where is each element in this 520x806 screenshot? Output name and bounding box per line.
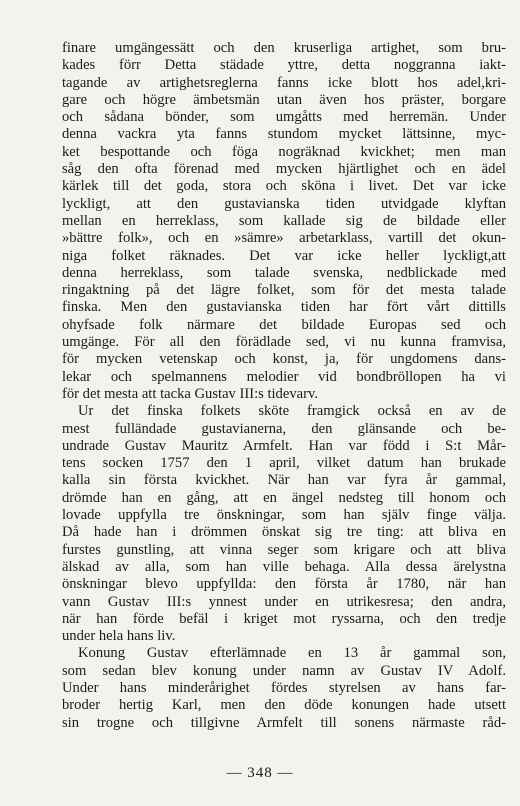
text-line: tagande av artighetsreglerna fanns icke blott hos adel,kri- (62, 74, 506, 91)
text-line: såg den ofta förenad med mycken hjärtlighet och en ädel (62, 161, 506, 178)
text-line: drömde han en gång, att en ängel nedsteg till honom och (62, 489, 506, 506)
text-line: kalla sin första kvickhet. När han var fyra år gammal, (62, 472, 506, 489)
text-line: mellan en herreklass, som kallade sig de bildade eller (62, 212, 506, 229)
text-line: ringaktning på det lägre folket, som för det mesta talade (62, 282, 506, 299)
text-line: furstes gunstling, att vinna seger som krigare och att bliva (62, 541, 506, 558)
text-line: önskningar blevo uppfyllda: den första år 1780, när han (62, 576, 506, 593)
text-line: vann Gustav III:s ynnest under en utrikesresa; den andra, (62, 593, 506, 610)
text-line: älskad av alla, som han ville behaga. Alla dessa ärelystna (62, 558, 506, 575)
text-line: broder hertig Karl, men den döde konungen hade utsett (62, 697, 506, 714)
text-line: och sådana bönder, som umgåtts med herremän. Under (62, 109, 506, 126)
text-line: undrade Gustav Mauritz Armfelt. Han var född i S:t Mår- (62, 437, 506, 454)
text-line: finare umgängessätt och den kruserliga artighet, som bru- (62, 40, 506, 56)
text-line: för det mesta att tacka Gustav III:s tidevarv. (62, 385, 318, 402)
text-line: finska. Men den gustavianska tiden har fört vårt dittills (62, 299, 506, 316)
text-line: ohyfsade folk närmare det bildade Europas sed och (62, 316, 506, 333)
text-line: Ur det finska folkets sköte framgick också en av de (78, 403, 506, 420)
text-line: denna vackra yta fanns stundom mycket lättsinne, myc- (62, 126, 506, 143)
text-line: för mycken vetenskap och konst, ja, för ungdomens dans- (62, 351, 506, 368)
page-number: — 348 — (226, 765, 294, 781)
text-line: »bättre folk», och en »sämre» arbetarklass, vartill det okun- (62, 230, 506, 247)
text-line: mest fulländade gustavianerna, den glänsande och be- (62, 420, 506, 437)
text-line: under hela hans liv. (62, 628, 176, 645)
text-line: Konung Gustav efterlämnade en 13 år gammal son, (78, 645, 506, 662)
text-line: som sedan blev konung under namn av Gustav IV Adolf. (62, 662, 506, 679)
text-line: gare och högre ämbetsmän utan även hos präster, borgare (62, 91, 506, 108)
text-line: sin trogne och tillgivne Armfelt till sonens närmaste råd- (62, 714, 506, 731)
text-line: Då hade han i drömmen önskat sig tre ting: att bliva en (62, 524, 506, 541)
text-line: Under hans minderårighet fördes styrelsen av hans far- (62, 679, 506, 696)
text-line: kärlek till det goda, stora och sköna i livet. Det var icke (62, 178, 506, 195)
text-line: tens socken 1757 den 1 april, vilket datum han brukade (62, 455, 506, 472)
text-line: när han förde befäl i kriget mot ryssarna, och den tredje (62, 610, 506, 627)
text-line: lekar och spelmannens melodier vid bondbröllopen ha vi (62, 368, 506, 385)
text-line: kades förr Detta städade yttre, detta noggranna iakt- (62, 57, 506, 74)
text-line: denna herreklass, som talade svenska, nedblickade med (62, 264, 506, 281)
body-text (62, 40, 506, 732)
text-line: lyckligt, att den gustavianska tiden utvidgade klyftan (62, 195, 506, 212)
text-line: umgänge. För all den förädlade sed, vi nu kunna framvisa, (62, 334, 506, 351)
text-line: niga folket räknades. Det var icke heller lyckligt,att (62, 247, 506, 264)
text-line: ket bespottande och föga nogräknad kvickhet; men man (62, 143, 506, 160)
text-line: lovade uppfylla tre önskningar, som han själv finge välja. (62, 507, 506, 524)
